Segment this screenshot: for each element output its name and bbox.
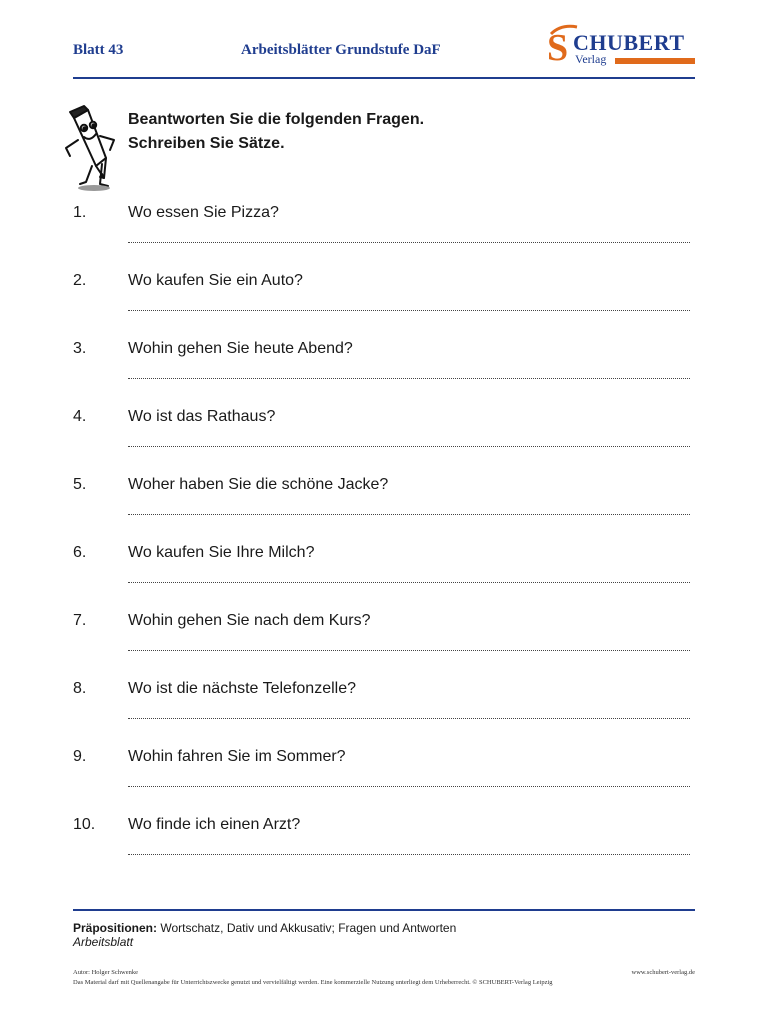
answer-line[interactable]: [128, 514, 690, 515]
answer-line[interactable]: [128, 718, 690, 719]
answer-line[interactable]: [128, 854, 690, 855]
question-number: 4.: [73, 408, 87, 425]
question-number: 9.: [73, 748, 87, 765]
header-divider: [73, 77, 695, 79]
question-text: Wo kaufen Sie Ihre Milch?: [128, 544, 315, 561]
instructions: [128, 108, 424, 156]
question-item: [73, 544, 695, 604]
logo-initial: S: [547, 27, 569, 69]
question-number: 7.: [73, 612, 87, 629]
answer-line[interactable]: [128, 786, 690, 787]
question-text: Wo essen Sie Pizza?: [128, 204, 279, 221]
question-text: Wo ist das Rathaus?: [128, 408, 276, 425]
question-text: Wo ist die nächste Telefonzelle?: [128, 680, 356, 697]
question-item: [73, 816, 695, 876]
question-number: 10.: [73, 816, 96, 833]
sheet-number: Blatt 43: [73, 42, 124, 58]
question-number: 1.: [73, 204, 87, 221]
question-item: [73, 748, 695, 808]
question-item: [73, 272, 695, 332]
question-item: [73, 408, 695, 468]
answer-line[interactable]: [128, 310, 690, 311]
page-header: [73, 27, 695, 78]
question-text: Wohin fahren Sie im Sommer?: [128, 748, 346, 765]
topic-text: Wortschatz, Dativ und Akkusativ; Fragen und Antworten: [157, 921, 457, 935]
question-text: Woher haben Sie die schöne Jacke?: [128, 476, 389, 493]
question-number: 6.: [73, 544, 87, 561]
logo-name: CHUBERT: [573, 30, 685, 55]
question-item: [73, 680, 695, 740]
logo-sub: Verlag: [575, 52, 607, 66]
question-text: Wo finde ich einen Arzt?: [128, 816, 301, 833]
copyright-notice: Das Material darf mit Quellenangabe für Unterrichtszwecke genutzt und vervielfältigt werden. Eine kommerzielle Nutzung unterliegt dem Urheberrecht. © SCHUBERT-Verlag Leipzig: [73, 979, 553, 986]
topic-line: [73, 920, 456, 936]
question-number: 2.: [73, 272, 87, 289]
question-item: [73, 476, 695, 536]
footer-divider: [73, 909, 695, 911]
question-item: [73, 340, 695, 400]
question-text: Wohin gehen Sie nach dem Kurs?: [128, 612, 371, 629]
instruction-line-1: Beantworten Sie die folgenden Fragen.: [128, 111, 425, 128]
question-number: 8.: [73, 680, 87, 697]
question-item: [73, 612, 695, 672]
question-number: 3.: [73, 340, 87, 357]
series-title: Arbeitsblätter Grundstufe DaF: [241, 42, 441, 58]
answer-line[interactable]: [128, 446, 690, 447]
question-text: Wohin gehen Sie heute Abend?: [128, 340, 353, 357]
answer-line[interactable]: [128, 378, 690, 379]
question-item: [73, 204, 695, 264]
question-text: Wo kaufen Sie ein Auto?: [128, 272, 303, 289]
logo-bar: [615, 58, 695, 64]
instruction-line-2: Schreiben Sie Sätze.: [128, 135, 285, 152]
author-credit: Autor: Holger Schwenke: [73, 969, 138, 976]
answer-line[interactable]: [128, 242, 690, 243]
question-number: 5.: [73, 476, 87, 493]
pencil-mascot-icon: [60, 104, 120, 192]
topic-label: Präpositionen:: [73, 921, 158, 935]
sheet-type: Arbeitsblatt: [73, 935, 134, 949]
answer-line[interactable]: [128, 650, 690, 651]
publisher-logo: [545, 26, 695, 70]
answer-line[interactable]: [128, 582, 690, 583]
publisher-website[interactable]: www.schubert-verlag.de: [631, 969, 695, 976]
